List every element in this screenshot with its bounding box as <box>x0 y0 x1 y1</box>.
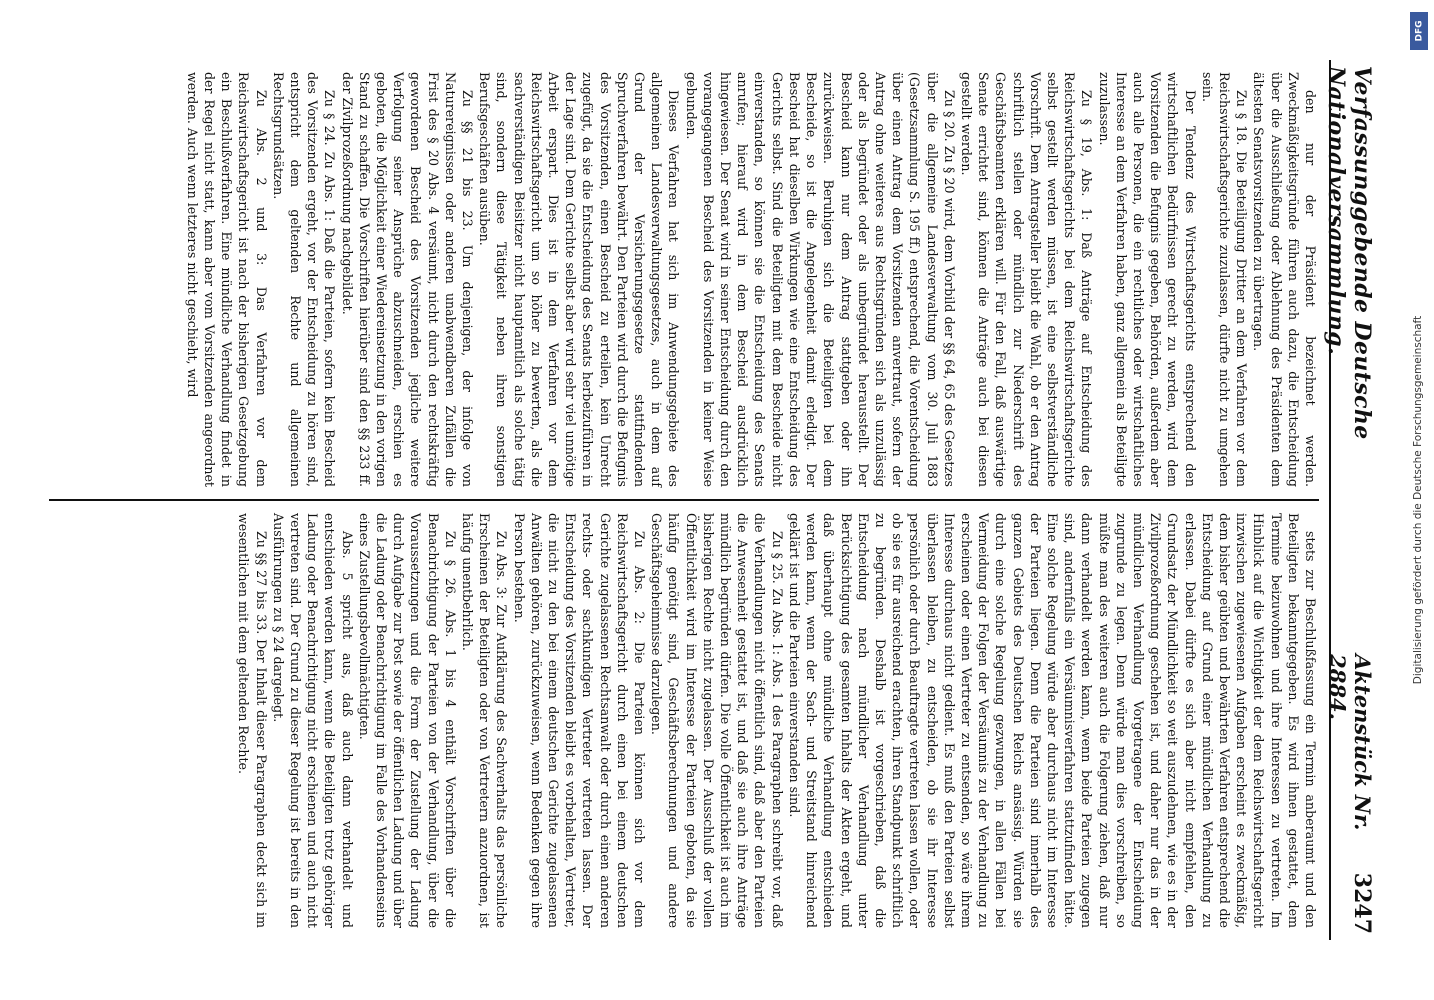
paragraph: den nur der Präsident bezeichnet werden. Zweckmäßigkeitsgründe führen auch dazu, die Entscheidung über die Ausschließung oder Ablehnung des Präsidenten dem ältesten Senatsvorsitzenden zu übertragen. <box>1251 72 1318 487</box>
paragraph: Zu § 20. Zu § 20 wird, dem Vorbild der §§ 64, 65 des Gesetzes über die allgemeine Landesverwaltung vom 30. Juli 1883 (Gesetzsammlung S. 195 ff.) entsprechend, die Vorentscheidung über einen Antrag dem Vorsitzenden anvertraut, sofern der Antrag ohne weiteres aus Rechtsgründen sich als unzulässig oder als begründet oder als unbegründet herausstellt. Der Bescheid kann nur dem Antrag stattgeben oder ihn zurückweisen. Beruhigen sich die Beteiligten bei dem Bescheide, so ist die Angelegenheit damit erledigt. Der Bescheid hat dieselben Wirkungen wie eine Entscheidung des Gerichts selbst. Sind die Beteiligten mit dem Bescheide nicht einverstanden, so können sie die Entscheidung des Senats anrufen; hierauf wird in dem Bescheid ausdrücklich hingewiesen. Der Senat wird in seiner Entscheidung durch den vorangegangenen Bescheid des Vorsitzenden in keiner Weise gebunden. <box>683 72 957 487</box>
paragraph: Zu § 26. Abs. 1 bis 4 enthält Vorschriften über die Benachrichtigung der Parteien von der Verhandlung, über die Voraussetzungen und die Form der Zustellung der Ladung durch Aufgabe zur Post sowie der öffentlichen Ladung und über die Ladung oder Benachrichtigung im Falle des Vorhandenseins eines Zustellungsbevollmächtigten. <box>356 513 458 928</box>
paragraph: Der Tendenz des Wirtschaftsgerichts entsprechend den wirtschaftlichen Bedürfnissen gerecht zu werden, wird dem Vorsitzenden die Befugnis gegeben, Behörden, außerdem aber auch alle Personen, die ein rechtliches oder wirtschaftliches Interesse an dem Verfahren haben, ganz allgemein als Beteiligte zuzulassen. <box>1096 72 1198 487</box>
paragraph: Zu Abs. 2 und 3: Das Verfahren vor dem Reichswirtschaftsgericht ist nach der bisherigen Gesetzgebung ein Beschlußverfahren. Eine mündliche Verhandlung findet in der Regel nicht statt, kann aber vom Vorsitzenden angeordnet werden. Auch wenn letzteres nicht geschieht, wird <box>184 72 269 487</box>
paragraph: Zu § 19, Abs. 1: Daß Anträge auf Entscheidung des Reichswirtschaftsgerichts bei dem Reichswirtschaftsgerichte selbst gestellt werden müssen, ist eine selbstverständliche Vorschrift. Dem Antragsteller bleibt die Wahl, ob er den Antrag schriftlich stellen oder mündlich zur Niederschrift des Geschäftsbeamten erklären will. Für den Fall, daß auswärtige Senate errichtet sind, können die Anträge auch bei diesen gestellt werden. <box>958 72 1095 487</box>
paragraph: Zu Abs. 2: Die Parteien können sich vor dem Reichswirtschaftsgericht durch einen bei einem deutschen Gerichte zugelassenen Rechtsanwalt oder durch einen anderen rechts- oder sachkundigen Vertreter vertreten lassen. Der Entscheidung des Vorsitzenden bleibt es vorbehalten, Vertreter, die nicht zu den bei einem deutschen Gerichte zugelassenen Anwälten gehören, zurückzuweisen, wenn Bedenken gegen ihre Person bestehen. <box>511 513 648 928</box>
paragraph: Zu § 18. Die Beteiligung Dritter an dem Verfahren vor dem Reichswirtschaftsgerichte zuzulassen, dürfte nicht zu umgehen sein. <box>1199 72 1250 487</box>
paragraph: stets zur Beschlußfassung ein Termin anberaumt und den Beteiligten bekanntgegeben. Es wird ihnen gestattet, dem Termine beizuwohnen und ihre Interessen zu vertreten. Im Hinblick auf die Wichtigkeit der dem Reichswirtschaftsgericht inzwischen zugewiesenen Aufgaben erscheint es zweckmäßig, dem bisher geübten und bewährten Verfahren entsprechend die Entscheidung auf Grund einer mündlichen Verhandlung zu erlassen. Dabei dürfte es sich aber nicht empfehlen, den Grundsatz der Mündlichkeit so weit auszudehnen, wie es in der Zivilprozeßordnung geschehen ist, und daher nur das in der mündlichen Verhandlung Vorgetragene der Entscheidung zugrunde zu legen. Denn würde man dies vorschreiben, so müßte man des weiteren auch die Folgerung ziehen, daß nur dann verhandelt werden kann, wenn beide Parteien zugegen sind, andernfalls ein Versäumnisverfahren stattzufinden hätte. Eine solche Regelung würde aber durchaus nicht im Interesse der Parteien liegen. Denn die Parteien sind innerhalb des ganzen Gebiets des Deutschen Reichs ansässig. Würden sie durch eine solche Regelung gezwungen, in allen Fällen bei Vermeidung der Folgen der Versäumnis zu der Verhandlung zu erscheinen oder einen Vertreter zu entsenden, so wäre ihrem Interesse durchaus nicht gedient. Es muß den Parteien selbst überlassen bleiben, zu entscheiden, ob sie ihr Interesse persönlich oder durch Beauftragte vertreten lassen wollen, oder ob sie es für ausreichend erachten, ihren Standpunkt schriftlich zu begründen. Deshalb ist vorgeschrieben, daß die Entscheidung nach mündlicher Verhandlung unter Berücksichtigung des gesamten Inhalts der Akten ergeht, und daß überhaupt ohne mündliche Verhandlung entschieden werden kann, wenn der Sach- und Streitstand hinreichend geklärt ist und die Parteien einverstanden sind. <box>786 513 1318 928</box>
paragraph: Zu Abs. 3: Zur Aufklärung des Sachverhalts das persönliche Erscheinen der Beteiligten oder von Vertretern anzuordnen, ist häufig unentbehrlich. <box>460 513 510 928</box>
text-columns <box>49 60 1319 940</box>
dfg-logo <box>1410 12 1428 50</box>
paragraph: Zu § 25. Zu Abs. 1: Abs. 1 des Paragraphen schreibt vor, daß die Verhandlungen nicht öffentlich sind, daß aber den Parteien die Anwesenheit gestattet ist, und daß sie auch ihre Anträge mündlich begründen dürfen. Die volle Öffentlichkeit ist auch im bisherigen Rechte nicht zugelassen. Der Ausschluß der vollen Öffentlichkeit wird im Interesse der Parteien geboten, da sie häufig genötigt sind, Geschäftsberechnungen und andere Geschäftsgeheimnisse darzulegen. <box>649 513 785 928</box>
left-column <box>49 60 1319 499</box>
dfg-logo-text: DFG <box>1414 20 1425 42</box>
paragraph: Zu § 24. Zu Abs. 1: Daß die Parteien, sofern kein Bescheid des Vorsitzenden ergeht, vor der Entscheidung zu hören sind, entspricht dem geltenden Rechte und allgemeinen Rechtsgrundsätzen. <box>270 72 338 487</box>
scanned-page-area <box>40 55 1380 945</box>
paragraph: Dieses Verfahren hat sich im Anwendungsgebiete des allgemeinen Landesverwaltungsgesetzes, auch in dem auf Grund der Versicherungsgesetze stattfindenden Spruchverfahren bewährt. Den Parteien wird durch die Befugnis des Vorsitzenden, einen Bescheid zu erteilen, kein Unrecht zugefügt, da sie die Entscheidung des Senats herbeizuführen in der Lage sind. Dem Gerichte selbst aber wird sehr viel unnötige Arbeit erspart. Dies ist in dem Verfahren vor dem Reichswirtschaftsgericht um so höher zu bewerten, als die sachverständigen Beisitzer nicht hauptamtlich als solche tätig sind, sondern diese Tätigkeit neben ihren sonstigen Berufsgeschäften ausüben. <box>477 72 682 487</box>
paragraph: Abs. 5 spricht aus, daß auch dann verhandelt und entschieden werden kann, wenn die Beteiligten trotz gehöriger Ladung oder Benachrichtigung nicht erschienen und auch nicht vertreten sind. Der Grund zu dieser Regelung ist bereits in den Ausführungen zu § 24 dargelegt. <box>270 513 355 928</box>
running-title: Verfassunggebende Deutsche Nationalversammlung. <box>1323 66 1375 440</box>
paragraph: Zu §§ 21 bis 23. Um denjenigen, der infolge von Naturereignissen oder anderen unabwendbaren Zufällen die Frist des § 20 Abs. 4 versäumt, nicht durch den rechtskräftig gewordenen Bescheid des Vorsitzenden jegliche weitere Verfolgung seiner Ansprüche abzuschneiden, erschien es geboten, die Möglichkeit einer Wiedereinsetzung in den vorigen Stand zu schaffen. Die Vorschriften hierüber sind den §§ 233 ff. der Zivilprozeßordnung nachgebildet. <box>339 72 476 487</box>
page-header <box>1323 60 1375 940</box>
rotated-page <box>45 60 1375 940</box>
page-number: 3247 <box>1349 872 1375 934</box>
right-column <box>49 501 1319 940</box>
digitization-credit <box>1408 12 1428 987</box>
paragraph: Zu §§ 27 bis 33. Der Inhalt dieser Paragraphen deckt sich im wesentlichen mit dem geltenden Rechte. <box>236 513 269 928</box>
credit-text: Digitalisierung gefördert durch die Deutsche Forschungsgemeinschaft <box>1412 315 1424 684</box>
document-number: Aktenstück Nr. 2884. <box>1325 654 1375 831</box>
